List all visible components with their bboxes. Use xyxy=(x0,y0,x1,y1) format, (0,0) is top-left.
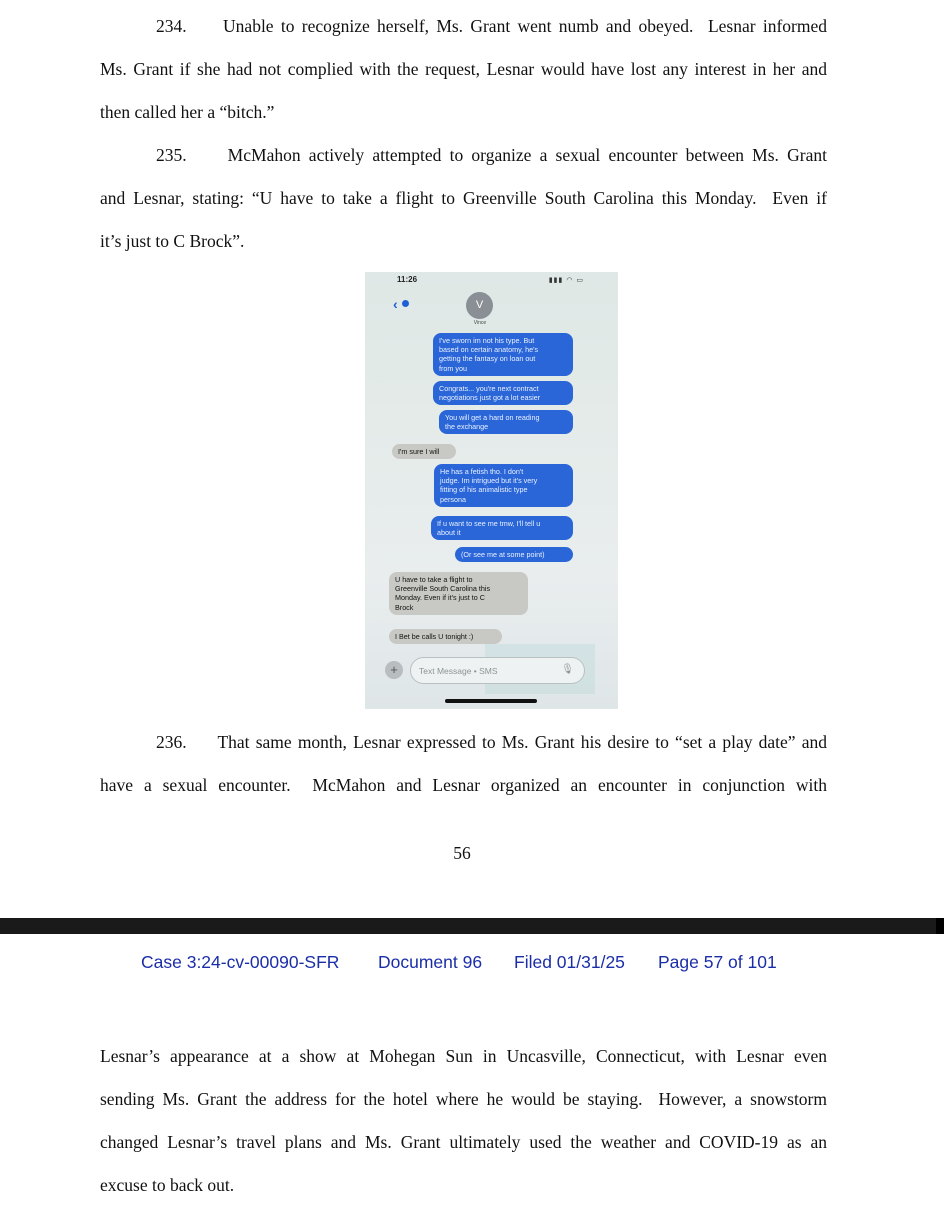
message-bubble-received: I'm sure I will xyxy=(392,444,456,459)
paragraph-line: changed Lesnar’s travel plans and Ms. Grant ultimately used the weather and COVID-19 as an xyxy=(100,1132,827,1152)
message-input-placeholder: Text Message • SMS xyxy=(419,666,498,676)
message-bubble-received: U have to take a flight to Greenville South Carolina this Monday. Even if it's just to C Brock xyxy=(389,572,528,615)
back-chevron-icon: ‹ xyxy=(393,296,398,312)
paragraph-line: and Lesnar, stating: “U have to take a flight to Greenville South Carolina this Monday. Even if xyxy=(100,188,827,208)
filed-date: Filed 01/31/25 xyxy=(514,952,625,972)
message-bubble-sent: I've sworn im not his type. But based on certain anatomy, he's getting the fantasy on loan out from you xyxy=(433,333,573,376)
paragraph-234 xyxy=(100,5,827,134)
paragraph-line: Ms. Grant if she had not complied with the request, Lesnar would have lost any interest in her and xyxy=(100,59,827,79)
text-message-screenshot xyxy=(365,272,618,709)
phone-status-bar xyxy=(365,272,618,290)
document-number: Document 96 xyxy=(378,952,483,972)
page-number: 56 xyxy=(453,843,471,863)
paragraph-line: 235. McMahon actively attempted to organize a sexual encounter between Ms. Grant xyxy=(156,145,827,165)
contact-avatar: V xyxy=(466,292,493,319)
paragraph-continuation xyxy=(100,1035,827,1207)
message-bubble-sent: (Or see me at some point) xyxy=(455,547,573,562)
page-count: Page 57 of 101 xyxy=(658,952,777,972)
page-divider xyxy=(0,918,944,934)
contact-name: Vince xyxy=(473,320,487,326)
paragraph-235 xyxy=(100,134,827,263)
message-bubble-sent: Congrats... you're next contract negotiations just got a lot easier xyxy=(433,381,573,405)
plus-icon: + xyxy=(385,661,403,679)
home-indicator xyxy=(445,699,537,703)
phone-time: 11:26 xyxy=(397,275,418,284)
microphone-icon: 🎙 xyxy=(561,664,574,675)
paragraph-line: sending Ms. Grant the address for the hotel where he would be staying. However, a snowstorm xyxy=(100,1089,827,1109)
message-input xyxy=(410,657,585,684)
paragraph-line: then called her a “bitch.” xyxy=(100,102,275,122)
paragraph-line: 234. Unable to recognize herself, Ms. Grant went numb and obeyed. Lesnar informed xyxy=(156,16,827,36)
paragraph-line: 236. That same month, Lesnar expressed to Ms. Grant his desire to “set a play date” and xyxy=(156,732,827,752)
signal-wifi-battery-icon: ▮▮▮ ◠ ▭ xyxy=(548,277,584,284)
message-bubble-received: I Bet be calls U tonight :) xyxy=(389,629,502,644)
paragraph-line: Lesnar’s appearance at a show at Mohegan Sun in Uncasville, Connecticut, with Lesnar even xyxy=(100,1046,827,1066)
paragraph-line: have a sexual encounter. McMahon and Lesnar organized an encounter in conjunction with xyxy=(100,775,827,795)
divider-notch xyxy=(936,918,944,934)
case-number: Case 3:24-cv-00090-SFR xyxy=(141,952,340,972)
message-bubble-sent: If u want to see me tmw, I'll tell u about it xyxy=(431,516,573,540)
paragraph-236 xyxy=(100,721,827,807)
paragraph-line: excuse to back out. xyxy=(100,1175,235,1195)
message-bubble-sent: He has a fetish tho. I don't judge. Im intrigued but it's very fitting of his animalistic type persona xyxy=(434,464,573,507)
paragraph-line: it’s just to C Brock”. xyxy=(100,231,245,251)
unread-dot-icon xyxy=(402,300,409,307)
message-bubble-sent: You will get a hard on reading the exchange xyxy=(439,410,573,434)
